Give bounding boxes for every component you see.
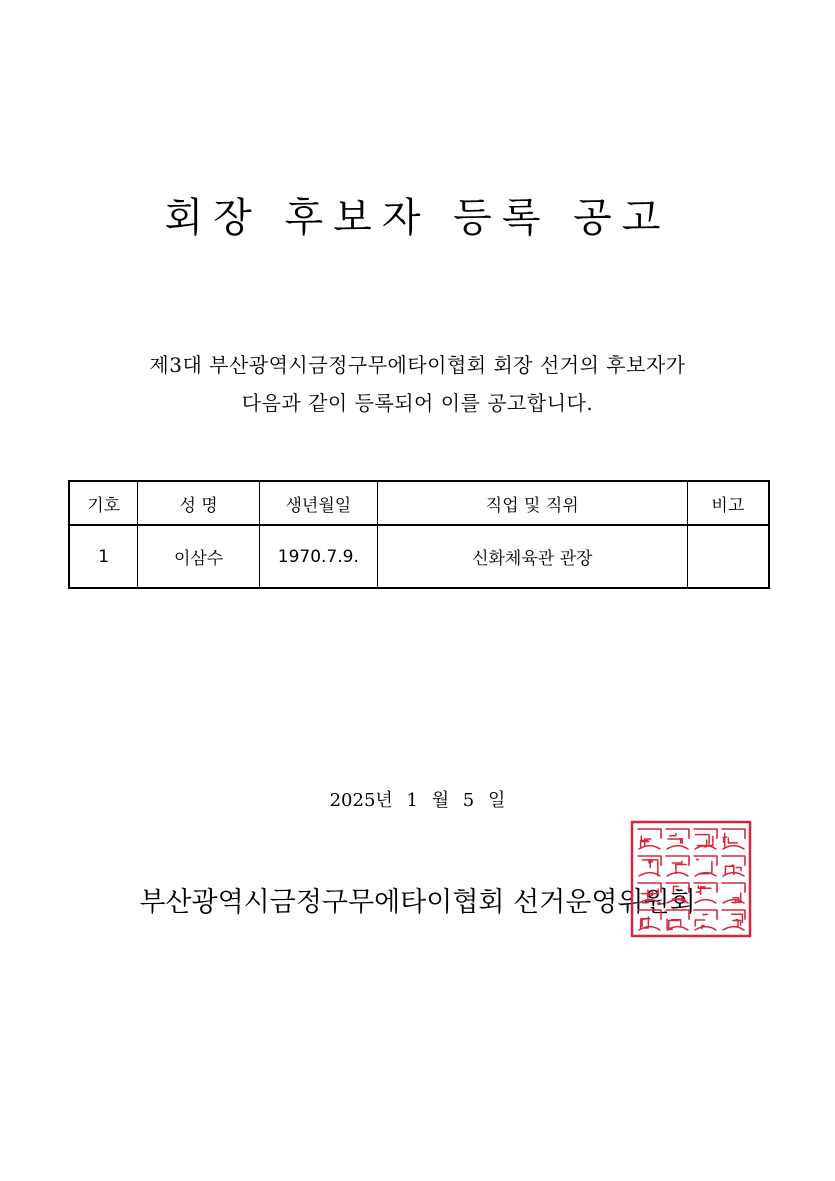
official-seal-stamp — [630, 820, 752, 938]
announcement-line-1: 제3대 부산광역시금정구무에타이협회 회장 선거의 후보자가 — [149, 353, 686, 377]
page-title: 회장 후보자 등록 공고 — [164, 195, 671, 241]
candidate-table — [68, 480, 770, 589]
table-header-row — [69, 481, 769, 525]
cell-birthdate: 1970.7.9. — [259, 525, 377, 588]
header-occupation: 직업 및 직위 — [377, 481, 687, 525]
header-name: 성 명 — [138, 481, 260, 525]
cell-number: 1 — [69, 525, 138, 588]
header-number: 기호 — [69, 481, 138, 525]
header-remarks: 비고 — [687, 481, 769, 525]
announcement-date: 2025년 1 월 5 일 — [329, 790, 506, 811]
organization-name: 부산광역시금정구무에타이협회 선거운영위원회 — [139, 887, 696, 918]
announcement-line-2: 다음과 같이 등록되어 이를 공고합니다. — [241, 391, 594, 415]
cell-name: 이삼수 — [138, 525, 260, 588]
cell-occupation: 신화체육관 관장 — [377, 525, 687, 588]
header-birthdate: 생년월일 — [259, 481, 377, 525]
table-row — [69, 525, 769, 588]
cell-remarks — [687, 525, 769, 588]
announcement-text — [0, 346, 835, 422]
